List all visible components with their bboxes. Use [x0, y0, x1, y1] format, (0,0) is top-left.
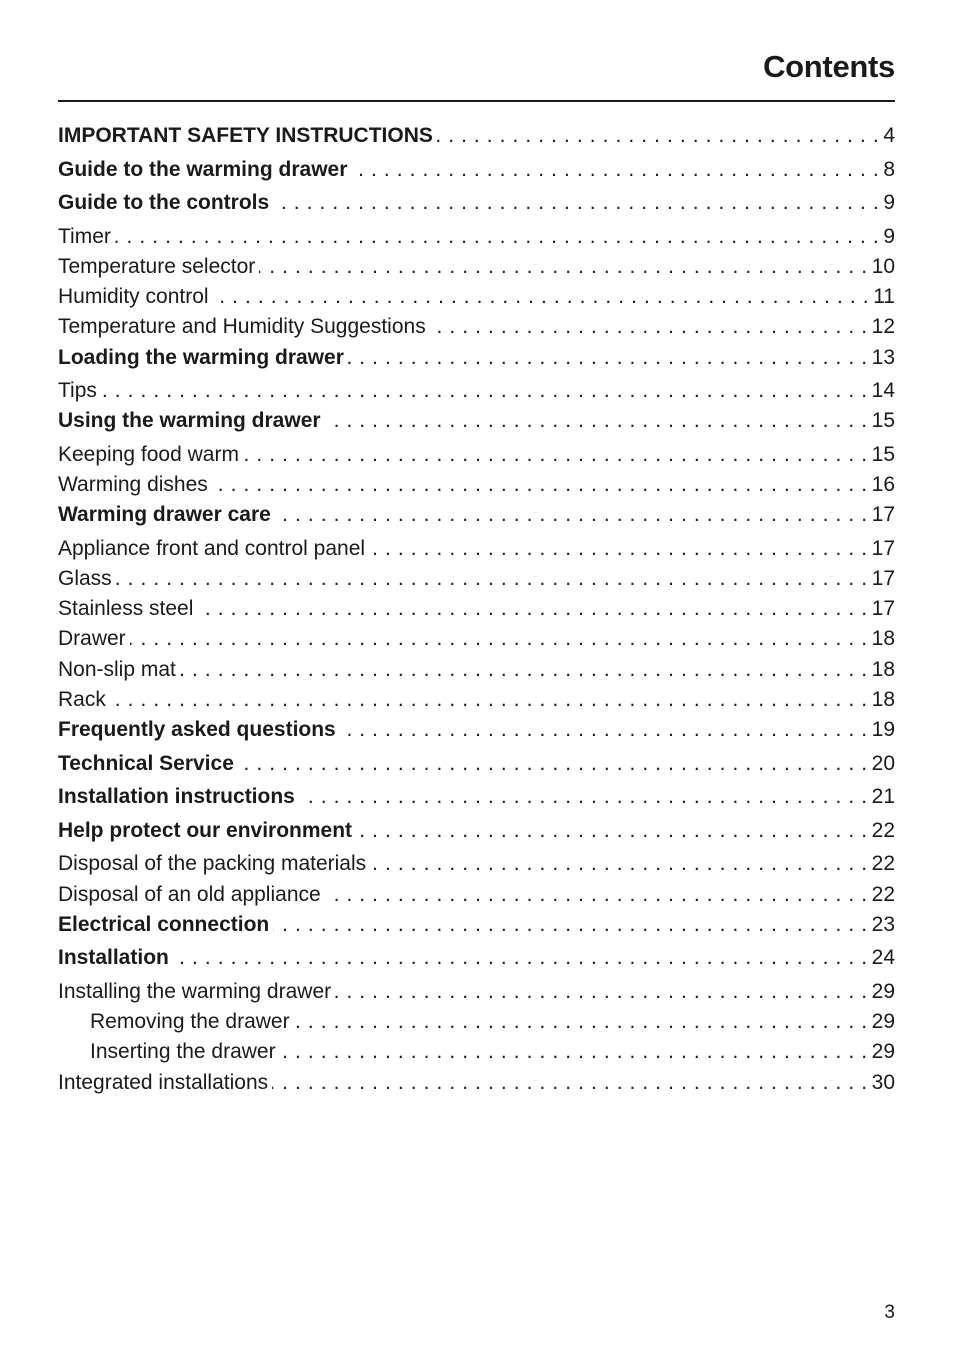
toc-entry[interactable]: [58, 785, 895, 819]
toc-entry[interactable]: [58, 946, 895, 980]
toc-entry-page: 18: [871, 627, 895, 651]
toc-entry-page: 22: [871, 818, 895, 842]
toc-entry[interactable]: [58, 1010, 895, 1040]
dot-leader: [180, 658, 868, 682]
toc-entry[interactable]: [58, 718, 895, 752]
toc-entry-page: 13: [871, 345, 895, 369]
dot-leader: [325, 883, 868, 907]
toc-entry[interactable]: [58, 913, 895, 947]
toc-entry-page: 16: [871, 473, 895, 497]
toc-entry[interactable]: [58, 379, 895, 409]
toc-entry[interactable]: [58, 255, 895, 285]
dot-leader: [272, 1071, 868, 1095]
toc-entry[interactable]: [58, 567, 895, 597]
dot-leader: [101, 379, 868, 403]
toc-entry-label: Disposal of the packing materials: [58, 852, 367, 876]
toc-entry[interactable]: [58, 1071, 895, 1101]
dot-leader: [173, 946, 868, 970]
toc-entry-label: Help protect our environment: [58, 818, 353, 842]
toc-entry-page: 30: [871, 1070, 895, 1094]
toc-entry-page: 21: [871, 785, 895, 809]
toc-entry[interactable]: [58, 1040, 895, 1070]
toc-entry-label: Stainless steel: [58, 597, 194, 621]
toc-entry-label: Drawer: [58, 627, 126, 651]
toc-entry-page: 14: [871, 379, 895, 403]
toc-entry-label: Temperature selector: [58, 254, 256, 278]
dot-leader: [437, 124, 879, 148]
dot-leader: [340, 718, 868, 742]
toc-entry-page: 15: [871, 442, 895, 466]
toc-entry-page: 4: [883, 124, 895, 147]
toc-entry-label: Timer: [58, 224, 111, 248]
toc-entry[interactable]: [58, 315, 895, 345]
toc-entry-page: 10: [871, 254, 895, 278]
title-divider: [58, 100, 895, 102]
toc-entry-page: 29: [871, 1040, 895, 1064]
toc-entry-page: 23: [871, 912, 895, 936]
dot-leader: [197, 597, 867, 621]
dot-leader: [369, 537, 868, 561]
dot-leader: [348, 346, 868, 370]
toc-entry-page: 20: [871, 751, 895, 775]
toc-entry-page: 17: [871, 597, 895, 621]
toc-entry-label: Disposal of an old appliance: [58, 882, 321, 906]
toc-entry[interactable]: [58, 752, 895, 786]
toc-entry-label: Removing the drawer: [90, 1010, 290, 1034]
toc-entry-label: Guide to the controls: [58, 191, 270, 215]
dot-leader: [115, 225, 879, 249]
toc-entry-label: Loading the warming drawer: [58, 345, 344, 369]
toc-entry-label: Electrical connection: [58, 912, 270, 936]
dot-leader: [273, 913, 867, 937]
toc-entry-page: 22: [871, 882, 895, 906]
toc-entry-page: 15: [871, 409, 895, 433]
dot-leader: [116, 567, 868, 591]
dot-leader: [299, 785, 868, 809]
toc-entry[interactable]: [58, 852, 895, 882]
toc-entry-page: 29: [871, 979, 895, 1003]
dot-leader: [212, 473, 868, 497]
toc-entry[interactable]: [58, 191, 895, 225]
dot-leader: [273, 191, 879, 215]
toc-entry-label: Warming drawer care: [58, 503, 271, 527]
toc-entry-label: Using the warming drawer: [58, 409, 321, 433]
toc-entry-page: 9: [883, 224, 895, 248]
toc-entry[interactable]: [58, 597, 895, 627]
toc-entry[interactable]: [58, 819, 895, 853]
toc-entry-label: Inserting the drawer: [90, 1040, 276, 1064]
dot-leader: [243, 443, 868, 467]
dot-leader: [280, 1040, 868, 1064]
dot-leader: [370, 852, 867, 876]
toc-entry-label: IMPORTANT SAFETY INSTRUCTIONS: [58, 124, 433, 147]
toc-entry-page: 18: [871, 687, 895, 711]
toc-entry-label: Guide to the warming drawer: [58, 157, 348, 181]
dot-leader: [356, 819, 868, 843]
page-title: Contents: [763, 49, 895, 84]
dot-leader: [351, 158, 879, 182]
toc-entry[interactable]: [58, 627, 895, 657]
dot-leader: [430, 315, 868, 339]
toc-entry[interactable]: [58, 346, 895, 380]
toc-entry-label: Tips: [58, 379, 97, 403]
toc-entry-label: Installation instructions: [58, 785, 295, 809]
dot-leader: [130, 627, 868, 651]
toc-entry-page: 19: [871, 718, 895, 741]
toc-entry-page: 12: [871, 315, 895, 339]
dot-leader: [238, 752, 868, 776]
dot-leader: [110, 688, 868, 712]
toc-entry-page: 17: [871, 536, 895, 560]
toc-entry[interactable]: [58, 883, 895, 913]
dot-leader: [275, 503, 868, 527]
toc-entry-page: 18: [871, 657, 895, 681]
toc-entry-label: Appliance front and control panel: [58, 536, 366, 560]
toc-entry-page: 24: [871, 946, 895, 970]
toc-entry-page: 17: [871, 567, 895, 591]
toc-entry[interactable]: [58, 537, 895, 567]
dot-leader: [259, 255, 867, 279]
toc-entry-page: 9: [883, 191, 895, 215]
toc-entry[interactable]: [58, 158, 895, 192]
toc-entry-page: 17: [871, 503, 895, 527]
dot-leader: [325, 409, 868, 433]
toc-entry-label: Technical Service: [58, 751, 234, 775]
toc-entry-label: Installing the warming drawer: [58, 979, 332, 1003]
toc-entry[interactable]: [58, 688, 895, 718]
toc-entry[interactable]: [58, 124, 895, 158]
toc-entry-label: Keeping food warm: [58, 442, 239, 466]
table-of-contents: [58, 124, 895, 1101]
toc-entry-page: 11: [873, 285, 895, 309]
toc-entry-label: Glass: [58, 567, 112, 591]
toc-entry-label: Rack: [58, 687, 106, 711]
toc-entry-label: Non-slip mat: [58, 657, 176, 681]
toc-entry-page: 29: [871, 1010, 895, 1034]
toc-entry-label: Warming dishes: [58, 473, 208, 497]
toc-entry[interactable]: [58, 285, 895, 315]
dot-leader: [294, 1010, 868, 1034]
dot-leader: [335, 980, 868, 1004]
toc-entry[interactable]: [58, 503, 895, 537]
toc-entry-page: 8: [883, 157, 895, 181]
toc-entry-label: Integrated installations: [58, 1070, 269, 1094]
toc-entry-label: Installation: [58, 946, 169, 970]
dot-leader: [213, 285, 870, 309]
toc-entry[interactable]: [58, 443, 895, 473]
toc-entry[interactable]: [58, 473, 895, 503]
toc-entry-page: 22: [871, 852, 895, 876]
toc-entry[interactable]: [58, 658, 895, 688]
toc-entry[interactable]: [58, 225, 895, 255]
toc-entry-label: Temperature and Humidity Suggestions: [58, 315, 426, 339]
toc-entry-label: Frequently asked questions: [58, 718, 336, 741]
toc-entry[interactable]: [58, 980, 895, 1010]
toc-entry[interactable]: [58, 409, 895, 443]
page-number: 3: [884, 1302, 895, 1323]
toc-entry-label: Humidity control: [58, 285, 209, 309]
